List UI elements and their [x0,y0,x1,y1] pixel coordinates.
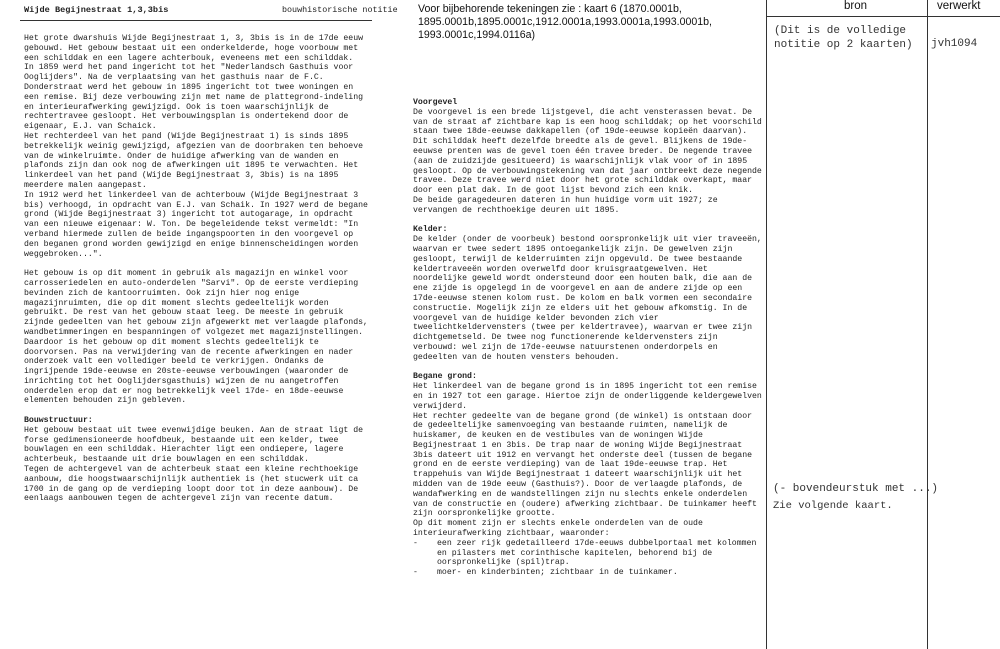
list-item [413,568,763,578]
right-column [413,98,763,578]
voorgevel-paragraph-1: De voorgevel is een brede lijstgevel, die acht vensterassen bevat. De van de straat af zichtbare kap is een hoog schilddak; op het voorschild staan twee 18de-eeuwse dakkapellen (of 19de-eeuwse kopieën daarvan). Dit schilddak heeft dezelfde breedte als de gevel. Blijkens de 19de-eeuwse prenten was de gevel toen één travee breder. De negende travee (aan de zuidzijde gesitueerd) is waarschijnlijk vlak voor of in 1895 gesloopt. Op de verbouwingstekening van dat jaar ontbreekt deze negende travee. Deze travee werd niet door het grote schilddak overkapt, maar door een plat dak. In de goot lijst bevond zich een knik. [413,107,762,196]
history-paragraph: In 1859 werd het pand ingericht tot het "Nederlandsch Gasthuis voor Ooglijders". Na de verplaatsing van het gasthuis naar de F.C. Donderstraat werd het gebouw in 1895 ingericht tot twee woningen en een remise. Bij deze verbouwing zijn met name de plattegrond-indeling en interieurafwerking gewijzigd. Ook is toen waarschijnlijk de rechtertravee gesloopt. Het verbouwingsplan is ondertekend door de eigenaar, E.J. van Schaick. [24,63,364,132]
column-header-bron: bron [844,0,868,12]
voorgevel-paragraph-2: De beide garagedeuren dateren in hun huidige vorm uit 1927; ze vervangen de rechthoekige deuren uit 1895. [413,195,718,215]
initials: jvh1094 [931,38,978,50]
list-item-text: moer- en kinderbinten; zichtbaar in de tuinkamer. [437,568,678,578]
begane-paragraph-1: Het linkerdeel van de begane grond is in 1895 ingericht tot een remise en in 1927 tot een garage. Hiertoe zijn de onderliggende keldergewelven verwijderd. [413,382,762,411]
column-header-verwerkt: verwerkt [937,0,981,12]
header-bottom-rule [766,16,1000,17]
list-item [413,539,763,568]
begane-paragraph-3: Op dit moment zijn er slechts enkele onderdelen van de oude interieurafwerking zichtbaar, waaronder: [413,519,703,539]
current-use-paragraph: Het gebouw is op dit moment in gebruik als magazijn en winkel voor carrosseriedelen en auto-onderdelen "Sarvi". Op de eerste verdieping bevinden zich de kantoorruimten. Ook zijn hier nog enige magazijnruimten, die op dit moment slechts gedeeltelijk worden gebruikt. De rest van het gebouw staat leeg. De meeste in gebruik zijnde gedeelten van het gebouw zijn afgewerkt met verlaagde plafonds, wandbetimmeringen en bespanningen of volgezet met magazijnstellingen. Daardoor is het gebouw op dit moment slechts gedeeltelijk te doorvorsen. Pas na verwijdering van de recente afwerkingen en nader onderzoek valt een vollediger beeld te verkrijgen. Ondanks de ingrijpende 19de-eeuwse en 20ste-eeuwse verbouwingen (waaronder de inrichting tot het Ooglijdersgasthuis) wijzen de nu aangetroffen onderdelen erop dat er nog betrekkelijk veel 17de- en 18de-eeuwse elementen behouden zijn gebleven. [24,269,368,406]
drawings-reference: Voor bijbehorende tekeningen zie : kaart 6 (1870.0001b, 1895.0001b,1895.0001c,1912.0001a,1993.0001a,1993.0001b, 1993.0001c,1994.0116a) [418,3,712,41]
right-part-paragraph: Het rechterdeel van het pand (Wijde Begijnestraat 1) is sinds 1895 betrekkelijk weinig gewijzigd, afgezien van de doorbraken ten behoeve van de winkelruimte. Onder de huidige afwerking van de wanden en plafonds zijn dan ook nog de afwerkingen uit 1895 te verwachten. Het linkerdeel van het pand (Wijde Begijnestraat 3, 3bis) is na 1895 meerdere malen aangepast. [24,131,364,190]
header-rule [20,20,372,21]
voorgevel-heading: Voorgevel [413,98,458,107]
1912-paragraph: In 1912 werd het linkerdeel van de achterbouw (Wijde Begijnestraat 3 bis) verhoogd, in opdracht van E.J. van Schaik. In 1927 werd de begane grond (Wijde Begijnestraat 3) ingericht tot autogarage, in opdracht van een nieuwe eigenaar: W. Ton. De begeleidende tekst vermeldt: "In verband hiermede zullen de beide ingangspoorten in den voorgevel op den beganen grond worden gewijzigd en enige binnenscheidingen worden weggebroken...". [24,190,368,259]
begane-grond-heading: Begane grond: [413,372,477,382]
complete-note: (Dit is de volledige notitie op 2 kaarten) [774,25,913,51]
doc-type-label: bouwhistorische notitie [282,5,398,15]
bouwstructuur-paragraph-1: Het gebouw bestaat uit twee evenwijdige beuken. Aan de straat ligt de forse gedimensioneerde hoofdbeuk, bestaande uit een kelder, twee bouwlagen en een schilddak. Hierachter ligt een ondiepere, lagere achterbeuk, bestaande uit drie bouwlagen en een schilddak. [24,425,364,465]
bron-left-rule [766,0,767,649]
bovendeurstuk-note: (- bovendeurstuk met ...) [773,483,939,495]
next-card-note: Zie volgende kaart. [773,500,893,512]
bouwstructuur-paragraph-2: Tegen de achtergevel van de achterbeuk staat een kleine rechthoekige aanbouw, die hoogstwaarschijnlijk authentiek is (het stucwerk uit ca 1700 in de gang op de verdieping loopt door tot in deze aanbouw). De eenlaags aanbouwen tegen de achtergevel zijn van recente datum. [24,465,359,504]
intro-paragraph: Het grote dwarshuis Wijde Begijnestraat 1, 3, 3bis is in de 17de eeuw gebouwd. Het gebouw bestaat uit een onderkelderde, hoge voorbouw met een schilddak en een lagere achterbouk, eveneens met een schilddak. [24,34,364,63]
list-dash: - [413,568,418,578]
address-title: Wijde Begijnestraat 1,3,3bis [24,5,169,15]
kelder-heading: Kelder: [413,225,448,235]
list-item-text: een zeer rijk gedetailleerd 17de-eeuws dubbelportaal met kolommen en pilasters met corinthische kapitelen, behorend bij de oorspronkelijke (spil)trap. [437,538,757,568]
list-dash: - [413,538,418,548]
kelder-paragraph: De kelder (onder de voorbeuk) bestond oorspronkelijk uit vier traveeën, waarvan er twee sedert 1895 ontoegankelijk zijn. De gewelven zijn gesloopt, terwijl de kelderruimten zijn opgevuld. De twee bestaande keldertraveeën worden overwelfd door kruisgraatgewelven. Het noordelijke geweld wordt ondersteund door een houten balk, die aan de ene zijde is opgelegd in de voorgevel en aan de andere zijde op een 17de-eeuwse stenen kolom rust. De kolom en balk vormen een secondaire constructie. Mogelijk zijn ze elders uit het gebouw afkomstig. In de voorgevel van de huidige kelder bevonden zich vier tweelichtkeldervensters (twee per keldertravee), waarvan er twee zijn dichtgemetseld. De twee nog functionerende keldervensters zijn verbouwd: wel zijn de 17de-eeuwse natuurstenen onderdorpels en gedeelten van de houten vensters behouden. [413,235,762,362]
begane-paragraph-2: Het rechter gedeelte van de begane grond (de winkel) is ontstaan door de gedeeltelijke samenvoeging van bestaande ruimten, namelijk de huiskamer, de keuken en de vestibules van de woningen Wijde Begijnestraat 1 en 3bis. De trap naar de woning Wijde Begijnestraat 3bis dateert uit 1912 en vervangt het onderste deel (tussen de begane grond en de eerste verdieping) van de laat 19de-eeuwse trap. Het trappehuis van Wijde Begijnestraat 1 dateert waarschijnlijk uit het midden van de 19de eeuw (Gasthuis?). Door de verlaagde plafonds, de wandafwerking en de wandstellingen zijn nu slechts enkele onderdelen van de constructie en (oudere) afwerking zichtbaar. De tuinkamer heeft zijn oorspronkelijke grootte. [413,411,757,519]
verwerkt-left-rule [927,0,928,649]
bouwstructuur-heading: Bouwstructuur: [24,416,93,426]
left-column [24,34,370,504]
